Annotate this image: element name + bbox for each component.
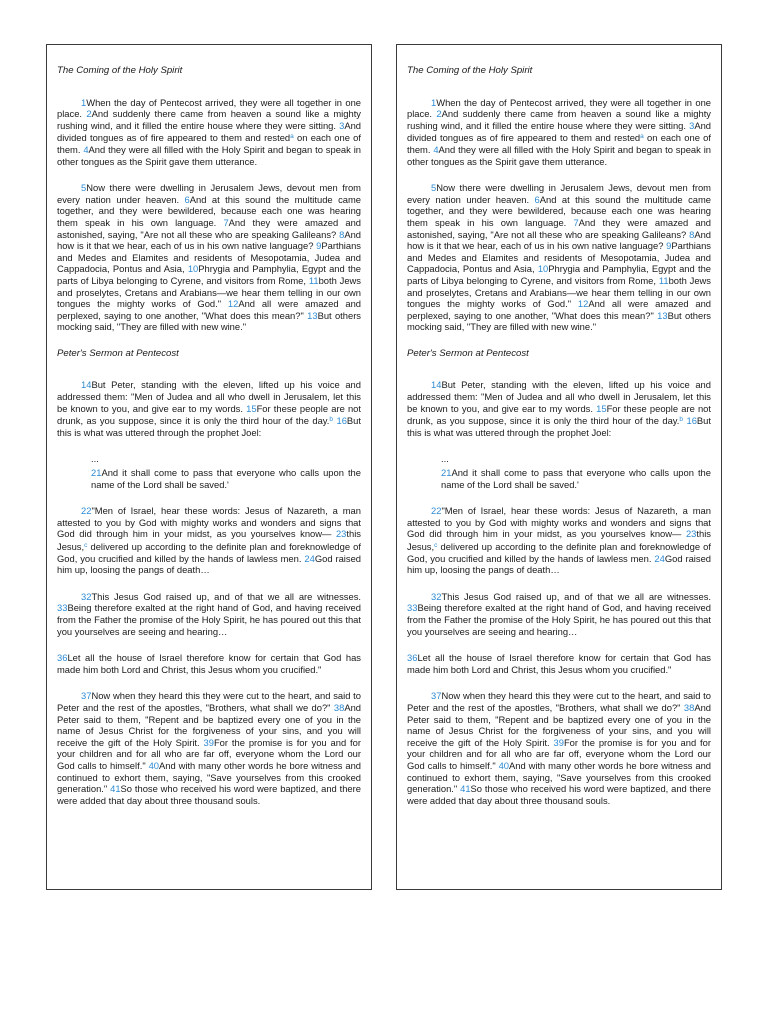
verse-text: And suddenly there came from heaven a sound like a mighty rushing wind, and it filled the entire house where they were sitting. [407,108,711,131]
verse-number: 10 [537,263,549,275]
verse-text: But this is what was uttered through the prophet Joel: [57,415,361,438]
verse-text: Being therefore exalted at the right hand of God, and having received from the Father the promise of the Holy Spirit, he has poured out this that you yourselves are seeing and hearing… [407,602,711,637]
paragraph [57,182,361,333]
verse-text: And they were all filled with the Holy Spirit and began to speak in other tongues as the Spirit gave them utterance. [407,143,711,167]
verse-number: 14 [81,379,92,391]
paragraph [57,97,361,168]
verse-number: 3 [339,119,345,131]
verse-text: And suddenly there came from heaven a sound like a mighty rushing wind, and it filled the entire house where they were sitting. [57,108,361,131]
verse-text: And they were all filled with the Holy Spirit and began to speak in other tongues as the Spirit gave them utterance. [57,143,361,167]
paragraph [57,505,361,576]
verse-number: 5 [431,182,437,194]
verse-number: 4 [83,143,89,155]
verse-number: 7 [573,216,579,228]
verse-text: This Jesus God raised up, and of that we all are witnesses. [441,590,711,602]
verse-text: For these people are not drunk, as you suppose, since it is only the third hour of the day. [57,402,361,427]
paragraph [407,182,711,333]
verse-number: 41 [110,783,121,795]
verse-text: this Jesus, [57,528,361,552]
paragraph [57,652,361,675]
paragraph [57,591,361,637]
verse-text: delivered up according to the definite plan and foreknowledge of God, you crucified and killed by the hands of lawless men. [57,541,361,564]
verse-text: delivered up according to the definite plan and foreknowledge of God, you crucified and killed by the hands of lawless men. [407,541,711,564]
verse-text: Parthians and Medes and Elamites and residents of Mesopotamia, Judea and Cappadocia, Pontus and Asia, [407,240,711,275]
verse-number: 21 [441,467,452,479]
paragraph [407,505,711,576]
verse-text: So those who received his word were baptized, and there were added that day about three thousand souls. [57,783,361,806]
verse-text: So those who received his word were baptized, and there were added that day about three thousand souls. [407,783,711,806]
verse-text: And divided tongues as of fire appeared to them and rested [57,119,361,144]
verse-text: Being therefore exalted at the right hand of God, and having received from the Father the promise of the Holy Spirit, he has poured out this that you yourselves are seeing and hearing… [57,602,361,637]
verse-text: And at this sound the multitude came together, and they were bewildered, because each one was hearing them speak in his own language. [57,193,361,228]
verse-text: Phrygia and Pamphylia, Egypt and the parts of Libya belonging to Cyrene, and visitors from Rome, [57,263,361,286]
quotation-block [91,453,361,490]
verse-number: 37 [431,690,442,702]
verse-number: 33 [407,602,418,614]
verse-number: 12 [577,298,589,310]
verse-number: 11 [308,274,319,286]
ellipsis: ... [441,453,449,465]
verse-number: 38 [683,701,695,713]
verse-number: 38 [333,701,345,713]
verse-text: But others mocking said, "They are filled with new wine." [407,309,711,333]
verse-number: 7 [223,216,229,228]
verse-number: 22 [81,505,92,517]
verse-number: 16 [686,415,697,427]
verse-number: 32 [431,590,442,602]
verse-text: Let all the house of Israel therefore know for certain that God has made him both Lord and Christ, this Jesus whom you crucified." [407,652,711,675]
verse-number: 39 [553,736,564,748]
verse-number: 36 [57,652,68,664]
verse-text: God raised him up, loosing the pangs of death… [57,552,362,576]
footnote-marker[interactable]: a [290,133,294,141]
left-column [46,44,372,890]
verse-text: on each one of them. [407,132,712,155]
verse-text: But this is what was uttered through the prophet Joel: [407,415,711,438]
verse-number: 6 [184,193,190,205]
verse-number: 15 [596,402,607,414]
verse-number: 21 [91,467,102,479]
verse-number: 40 [148,759,159,771]
verse-number: 33 [57,602,68,614]
verse-number: 13 [307,309,318,321]
verse-number: 16 [336,415,347,427]
verse-number: 1 [81,96,87,108]
verse-number: 5 [81,182,87,194]
verse-number: 9 [316,240,322,252]
footnote-marker[interactable]: b [679,416,684,424]
verse-number: 24 [654,552,665,564]
verse-number: 2 [436,108,442,120]
verse-number: 8 [339,228,345,240]
paragraph [407,97,711,168]
verse-text: "Men of Israel, hear these words: Jesus of Nazareth, a man attested to you by God with mighty works and wonders and signs that God did through him in your midst, as you yourselves know— [407,505,711,540]
verse-text: And how is it that we hear, each of us in his own native language? [57,228,361,252]
verse-text: But others mocking said, "They are filled with new wine." [57,309,361,333]
verse-number: 39 [203,736,214,748]
verse-text: Parthians and Medes and Elamites and residents of Mesopotamia, Judea and Cappadocia, Pontus and Asia, [57,240,361,275]
verse-text: Let all the house of Israel therefore know for certain that God has made him both Lord and Christ, this Jesus whom you crucified." [57,652,361,675]
verse-text: For these people are not drunk, as you suppose, since it is only the third hour of the day. [407,402,711,427]
right-column [396,44,722,890]
verse-text: both Jews and proselytes, Cretans and Arabians—we hear them telling in our own tongues the mighty works of God." [407,274,711,310]
verse-number: 14 [431,379,442,391]
verse-number: 2 [86,108,92,120]
verse-text: on each one of them. [57,132,362,155]
verse-number: 24 [304,552,315,564]
verse-text: And at this sound the multitude came together, and they were bewildered, because each one was hearing them speak in his own language. [407,193,711,228]
verse-number: 41 [460,783,471,795]
verse-text: "Men of Israel, hear these words: Jesus of Nazareth, a man attested to you by God with mighty works and wonders and signs that God did through him in your midst, as you yourselves know— [57,505,361,540]
verse-number: 37 [81,690,92,702]
verse-number: 11 [658,274,669,286]
verse-text: Phrygia and Pamphylia, Egypt and the parts of Libya belonging to Cyrene, and visitors from Rome, [407,263,711,286]
verse-text: But Peter, standing with the eleven, lifted up his voice and addressed them: "Men of Judea and all who dwell in Jerusalem, let this be known to you, and give ear to my words. [57,379,361,414]
ellipsis: ... [91,453,99,465]
verse-text: And Peter said to them, "Repent and be baptized every one of you in the name of Jesus Christ for the forgiveness of your sins, and you will receive the gift of the Holy Spirit. [407,701,711,748]
verse-number: 13 [657,309,668,321]
verse-text: And they were amazed and astonished, saying, "Are not all these who are speaking Galileans? [57,216,361,240]
verse-number: 22 [431,505,442,517]
verse-text: For the promise is for you and for your children and for all who are far off, everyone whom the Lord our God calls to himself." [407,736,711,771]
paragraph [407,690,711,806]
verse-text: For the promise is for you and for your children and for all who are far off, everyone whom the Lord our God calls to himself." [57,736,361,771]
verse-number: 10 [187,263,199,275]
verse-number: 8 [689,228,695,240]
section-heading: The Coming of the Holy Spirit [57,65,183,76]
verse-number: 23 [685,528,697,540]
verse-text: This Jesus God raised up, and of that we all are witnesses. [91,590,361,602]
footnote-marker[interactable]: c [434,542,438,549]
footnote-marker[interactable]: a [640,133,644,141]
verse-number: 12 [227,298,239,310]
footnote-marker[interactable]: c [84,542,88,549]
section-heading: Peter's Sermon at Pentecost [407,347,529,359]
verse-text: When the day of Pentecost arrived, they were all together in one place. [57,96,361,120]
verse-number: 4 [433,143,439,155]
verse-text: And it shall come to pass that everyone who calls upon the name of the Lord shall be saved.' [91,467,361,490]
verse-number: 6 [534,193,540,205]
paragraph [407,379,711,438]
verse-text: God raised him up, loosing the pangs of death… [407,552,712,576]
verse-text: And with many other words he bore witness and continued to exhort them, saying, "Save yourselves from this crooked generation." [57,759,362,795]
verse-text: Now when they heard this they were cut to the heart, and said to Peter and the rest of the apostles, "Brothers, what shall we do?" [57,690,361,713]
paragraph [57,690,361,806]
section-heading: Peter's Sermon at Pentecost [57,347,179,359]
verse-text: And divided tongues as of fire appeared to them and rested [407,119,711,144]
paragraph [407,591,711,637]
verse-text: When the day of Pentecost arrived, they were all together in one place. [407,96,711,120]
verse-number: 32 [81,590,92,602]
verse-number: 9 [666,240,672,252]
verse-text: And it shall come to pass that everyone who calls upon the name of the Lord shall be saved.' [441,467,711,490]
quotation-block [441,453,711,490]
verse-number: 1 [431,96,437,108]
verse-number: 3 [689,119,695,131]
footnote-marker[interactable]: b [329,416,334,424]
verse-text: And they were amazed and astonished, saying, "Are not all these who are speaking Galileans? [407,216,711,240]
verse-text: And with many other words he bore witness and continued to exhort them, saying, "Save yourselves from this crooked generation." [407,759,712,795]
paragraph [407,652,711,675]
verse-number: 23 [335,528,347,540]
verse-text: But Peter, standing with the eleven, lifted up his voice and addressed them: "Men of Judea and all who dwell in Jerusalem, let this be known to you, and give ear to my words. [407,379,711,414]
verse-number: 40 [498,759,509,771]
verse-text: And all were amazed and perplexed, saying to one another, "What does this mean?" [57,298,361,321]
paragraph [57,379,361,438]
verse-text: Now there were dwelling in Jerusalem Jews, devout men from every nation under heaven. [57,182,361,205]
verse-text: And Peter said to them, "Repent and be baptized every one of you in the name of Jesus Christ for the forgiveness of your sins, and you will receive the gift of the Holy Spirit. [57,701,361,748]
verse-text: Now when they heard this they were cut to the heart, and said to Peter and the rest of the apostles, "Brothers, what shall we do?" [407,690,711,713]
verse-text: And all were amazed and perplexed, saying to one another, "What does this mean?" [407,298,711,321]
verse-text: both Jews and proselytes, Cretans and Arabians—we hear them telling in our own tongues the mighty works of God." [57,274,361,310]
section-heading: The Coming of the Holy Spirit [407,65,533,76]
verse-number: 36 [407,652,418,664]
verse-text: And how is it that we hear, each of us in his own native language? [407,228,711,252]
verse-number: 15 [246,402,257,414]
verse-text: this Jesus, [407,528,711,552]
verse-text: Now there were dwelling in Jerusalem Jews, devout men from every nation under heaven. [407,182,711,205]
